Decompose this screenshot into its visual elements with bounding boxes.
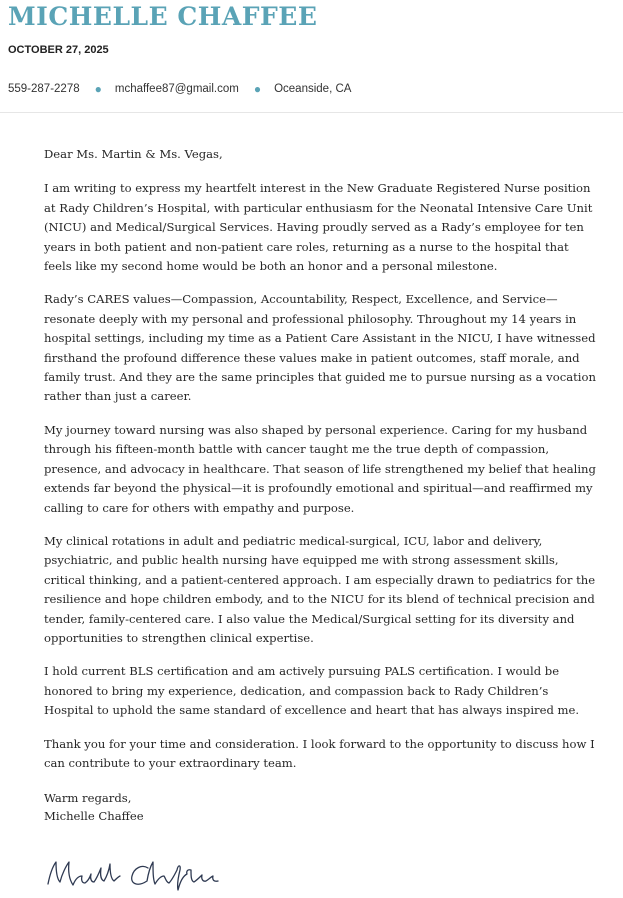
handwritten-signature (44, 854, 224, 894)
location: Oceanside, CA (274, 83, 352, 95)
signer-name: Michelle Chaffee (44, 809, 144, 824)
body-paragraph: Thank you for your time and consideration. I look forward to the opportunity to discuss how I can contribute to your extraordinary team. (44, 736, 595, 770)
applicant-name: MICHELLE CHAFFEE (8, 2, 318, 31)
closing-block (44, 789, 597, 825)
salutation: Dear Ms. Martin & Ms. Vegas, (44, 147, 223, 161)
letter-date: OCTOBER 27, 2025 (8, 44, 109, 56)
email-address: mchaffee87@gmail.com (114, 83, 239, 95)
separator-dot-icon: ● (94, 82, 102, 96)
body-paragraph: I am writing to express my heartfelt interest in the New Graduate Registered Nurse position at Rady Children’s Hospital, with particular enthusiasm for the Neonatal Intensive Care Unit (NICU) and Medical/Surgical Services. Having proudly served as a Rady’s employee for ten years in both patient and non-patient care roles, returning as a nurse to the hospital that feels like my second home would be both an honor and a personal milestone. (44, 181, 593, 274)
separator-dot-icon: ● (253, 82, 262, 96)
body-paragraph: My clinical rotations in adult and pediatric medical-surgical, ICU, labor and delivery, psychiatric, and public health nursing have equipped me with strong assessment skills, critical thinking, and a patient-centered approach. I am especially drawn to pediatrics for the resilience and hope children embody, and to the NICU for its blend of technical precision and tender, family-centered care. I also value the Medical/Surgical setting for its diversity and opportunities to strengthen clinical expertise. (44, 533, 596, 645)
body-paragraph: My journey toward nursing was also shaped by personal experience. Caring for my husband through his fifteen-month battle with cancer taught me the true depth of compassion, presence, and advocacy in healthcare. That season of life strengthened my belief that healing extends far beyond the physical—it is profoundly emotional and spiritual—and reaffirmed my calling to care for others with empathy and purpose. (44, 422, 596, 515)
body-paragraph: I hold current BLS certification and am actively pursuing PALS certification. I would be honored to bring my experience, dedication, and compassion back to Rady Children’s Hospital to uphold the same standard of excellence and heart that has always inspired me. (44, 664, 580, 718)
letter-body (44, 145, 597, 825)
header-divider (0, 112, 623, 113)
contact-line (8, 82, 351, 96)
phone-number: 559-287-2278 (8, 83, 80, 95)
closing-phrase: Warm regards, (44, 791, 132, 806)
body-paragraph: Rady’s CARES values—Compassion, Accountability, Respect, Excellence, and Service—resonate deeply with my personal and professional philosophy. Throughout my 14 years in hospital settings, including my time as a Patient Care Assistant in the NICU, I have witnessed firsthand the profound difference these values make in patient outcomes, staff morale, and family trust. And they are the same principles that guided me to pursue nursing as a vocation rather than just a career. (44, 292, 596, 404)
